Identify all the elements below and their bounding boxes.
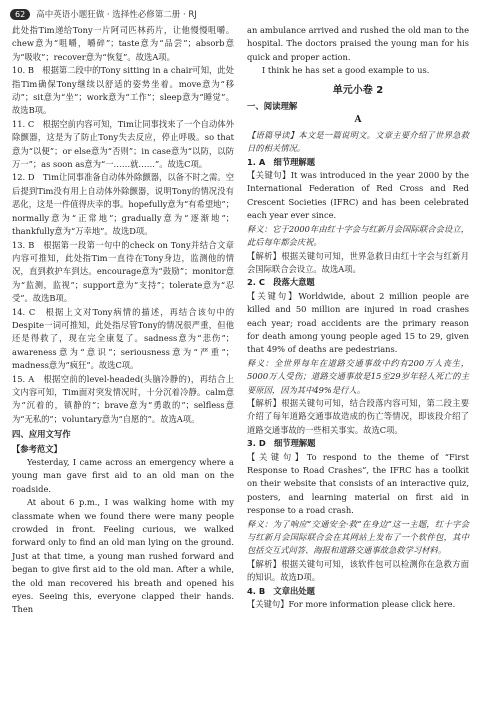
- question-4: 4. B 文章出处题: [247, 585, 315, 596]
- answer-11: 11. C 根据空前内容可知，Tim让同事找来了一个自动体外除颤器，这是为了防止Tony失去反应，停止呼吸。so that意为“以便”；or else意为“否则”；in case意为“以防，以防万一”；as soon as意为“一……就……”。故选C项。: [12, 118, 234, 170]
- essay-paragraph-2-continued: an ambulance arrived and rushed the old man to the hospital. The doctors praised the young man for his quick and proper action.: [247, 25, 469, 62]
- translation-3: 释义：为了响应“交通安全·救”在身边”这一主题，红十字会与红新月会国际联合会在其网站上发布了一个软件包，其中包括交互式问答、海报和道路交通事故急救学习材料。: [247, 518, 469, 556]
- left-column: [12, 24, 234, 617]
- page-header: [10, 6, 470, 22]
- section-heading-writing: 四、应用文写作: [12, 429, 71, 440]
- page-number: 62: [10, 9, 30, 20]
- book-title: 高中英语小题狂做 · 选择性必修第二册 · RJ: [36, 10, 197, 20]
- passage-guide: 【语篇导读】本文是一篇说明文。文章主要介绍了世界急救日的相关情况。: [247, 129, 469, 154]
- answer-12: 12. D Tim让同事准备自动体外除颤器，以备不时之需。空后提到Tim没有用上自动体外除颤器，说明Tony的情况没有恶化，这是一件值得庆幸的事。hopefully意为“有希望地”；normally意为“正常地”；gradually意为“逐渐地”；thankfully意为“万幸地”。故选D项。: [12, 172, 234, 237]
- analysis-3: 【解析】根据关键句可知，该软件包可以检测你在急救方面的知识。故选D项。: [247, 558, 469, 583]
- translation-1: 释义：它于2000年由红十字会与红新月会国际联合会设立，此后每年都会庆祝。: [247, 223, 469, 248]
- passage-letter: A: [354, 115, 362, 126]
- reference-essay-label: 【参考范文】: [12, 443, 62, 454]
- unit-title: 单元小卷 2: [332, 84, 384, 96]
- translation-2: 释义：全世界每年在道路交通事故中约有200万人丧生，5000万人受伤；道路交通事故是15至29岁年轻人死亡的主要原因，因为其中49%是行人。: [247, 357, 469, 395]
- answer-9-continued: 此处指Tim递给Tony一片阿司匹林药片，让他慢慢咀嚼。chew意为“咀嚼，嚼碎”；taste意为“品尝”；absorb意为“吸收”；recover意为“恢复”。故选A项。: [12, 25, 234, 62]
- question-1: 1. A 细节理解题: [247, 156, 316, 167]
- analysis-2: 【解析】根据关键句可知，结合段落内容可知，第二段主要介绍了每年道路交通事故造成的伤亡等情况，即该段介绍了道路交通事故的一些相关事实。故选C项。: [247, 397, 469, 435]
- answer-14: 14. C 根据上文对Tony病情的描述，再结合该句中的Despite一词可推知，此处指尽管Tony的情况很严重，但他还是得救了，现在完全康复了。sadness意为“悲伤”；awareness意为“意识”；seriousness意为“严重”；madness意为“疯狂”。故选C项。: [12, 306, 234, 371]
- answer-15: 15. A 根据空前的level-headed(头脑冷静的)，再结合上文内容可知，Tim面对突发情况时，十分沉着冷静。calm意为“沉着的，镇静的”；brave意为“勇敢的”；selfless意为“无私的”；voluntary意为“自愿的”。故选A项。: [12, 373, 234, 424]
- essay-paragraph-1: Yesterday, I came across an emergency where a young man gave first aid to an old man on the roadside.: [12, 457, 234, 494]
- key-sentence-2: 【关键句】Worldwide, about 2 million people are killed and 50 million are injured in road crashes each year; road accidents are the primary reason for death among young people aged 15 to 29, given that 49% of deaths are pedestrians.: [247, 290, 469, 355]
- essay-paragraph-3: I think he has set a good example to us.: [261, 65, 430, 76]
- analysis-1: 【解析】根据关键句可知，世界急救日由红十字会与红新月会国际联合会设立。故选A项。: [247, 250, 469, 274]
- key-sentence-3: 【关键句】To respond to the theme of “First Response to Road Crashes”, the IFRC has a toolkit on their website that consists of an interactive quiz, posters, and learning material on first aid in response to a road crash.: [247, 451, 469, 516]
- question-2: 2. C 段落大意题: [247, 277, 315, 288]
- question-3: 3. D 细节理解题: [247, 438, 316, 449]
- key-sentence-4: 【关键句】For more information please click here.: [247, 599, 456, 610]
- answer-10: 10. B 根据第二段中的Tony sitting in a chair可知，此处指Tim确保Tony继续以舒适的姿势坐着。move意为“移动”；sit意为“坐”；work意为“工作”；sleep意为“睡觉”。故选B项。: [12, 65, 234, 116]
- essay-paragraph-2: At about 6 p.m., I was walking home with my classmate when we found there were many people crowded in front. Feeling curious, we walked forward only to find an old man lying on the ground. Just at that time, a young man rushed forward and began to give first aid to the old man. After a while, the old man recovered his breath and opened his eyes. Seeing this, everyone clapped their hands. Then: [12, 497, 234, 615]
- right-column: [247, 24, 469, 611]
- answer-13: 13. B 根据第一段第一句中的check on Tony并结合文章内容可推知，此处指Tim一直待在Tony身边，监测他的情况，直到救护车到达。encourage意为“鼓励”；monitor意为“监测，监视”；support意为“支持”；tolerate意为“忍受”。故选B项。: [12, 239, 234, 304]
- key-sentence-1: 【关键句】It was introduced in the year 2000 by the International Federation of Red Cross and Red Crescent Societies (IFRC) and has been celebrated each year ever since.: [247, 170, 469, 221]
- section-heading-reading: 一、阅读理解: [247, 101, 298, 112]
